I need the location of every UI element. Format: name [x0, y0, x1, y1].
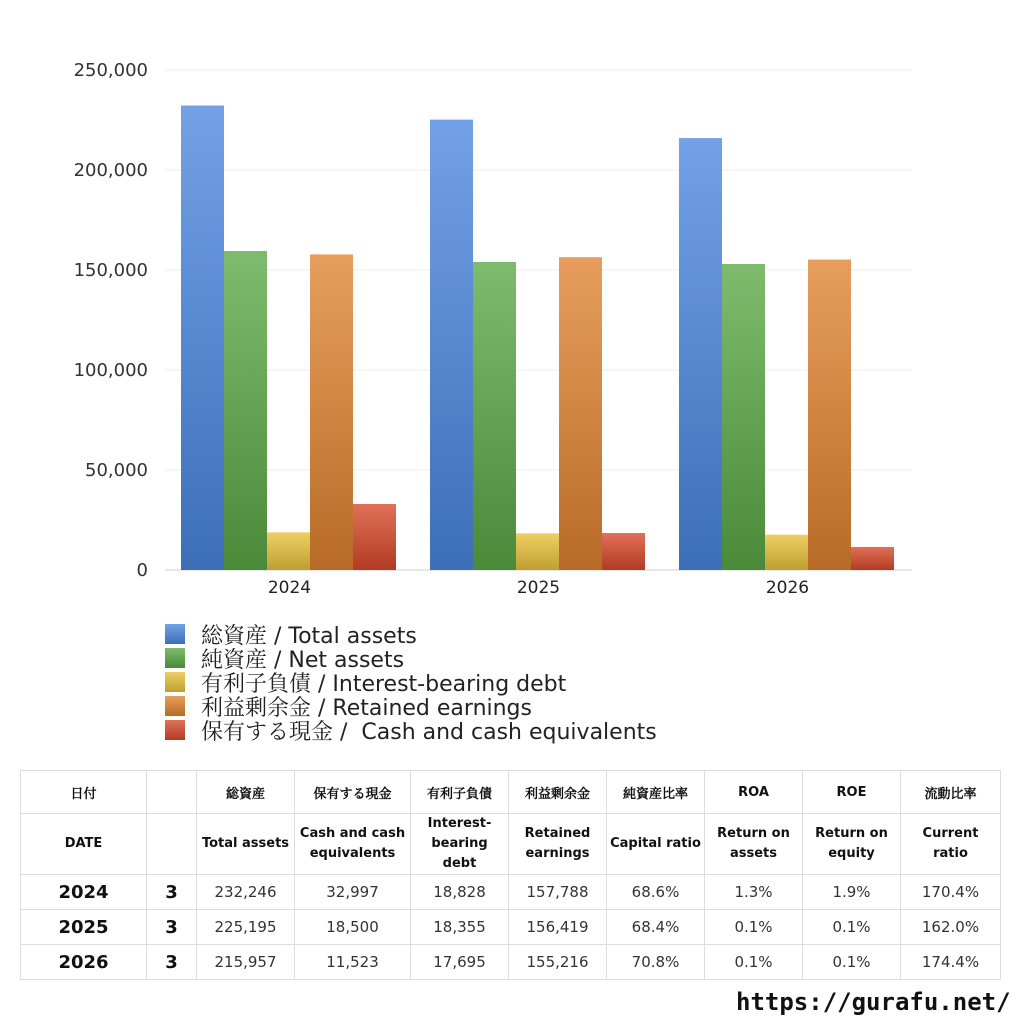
header-cell: Return on assets [705, 814, 803, 875]
header-cell: Current ratio [901, 814, 1001, 875]
table-cell: 1.3% [705, 875, 803, 910]
table-cell: 11,523 [295, 945, 411, 980]
table-cell: 3 [147, 910, 197, 945]
source-url[interactable]: https://gurafu.net/ [736, 988, 1011, 1016]
header-cell: Return on equity [803, 814, 901, 875]
grid-lines [165, 70, 912, 570]
table-row [21, 910, 1001, 945]
legend-swatch [165, 624, 185, 644]
header-cell: 純資産比率 [607, 771, 705, 814]
header-cell [147, 814, 197, 875]
legend-label: 純資産 / Net assets [201, 647, 405, 673]
x-tick-label: 2024 [267, 578, 312, 598]
header-cell: Capital ratio [607, 814, 705, 875]
table-cell: 1.9% [803, 875, 901, 910]
legend-swatch [165, 720, 185, 740]
y-tick-label: 100,000 [73, 360, 148, 381]
legend-swatch [165, 672, 185, 692]
table-cell: 215,957 [197, 945, 295, 980]
legend-label: 有利子負債 / Interest-bearing debt [201, 671, 567, 697]
header-cell: 総資産 [197, 771, 295, 814]
table-cell: 70.8% [607, 945, 705, 980]
header-cell [147, 771, 197, 814]
x-tick-label: 2026 [765, 578, 810, 598]
bar-2024-series-0 [181, 106, 224, 570]
table-row [21, 945, 1001, 980]
y-tick-label: 200,000 [73, 160, 148, 181]
bar-2025-series-1 [473, 262, 516, 570]
table-cell: 174.4% [901, 945, 1001, 980]
legend-label: 利益剰余金 / Retained earnings [201, 695, 532, 721]
bar-2025-series-4 [602, 533, 645, 570]
table-cell: 3 [147, 875, 197, 910]
x-axis-tick-labels [268, 578, 809, 598]
y-axis-tick-labels [74, 60, 148, 581]
table-cell: 68.4% [607, 910, 705, 945]
table-cell: 18,828 [411, 875, 509, 910]
table-cell: 0.1% [803, 910, 901, 945]
bar-2026-series-3 [808, 260, 851, 570]
bars [181, 106, 894, 570]
table-cell: 157,788 [509, 875, 607, 910]
y-tick-label: 50,000 [85, 460, 148, 481]
table-cell: 2024 [21, 875, 147, 910]
legend [165, 622, 657, 745]
table-cell: 17,695 [411, 945, 509, 980]
table-cell: 68.6% [607, 875, 705, 910]
header-cell: Interest-bearing debt [411, 814, 509, 875]
header-cell: DATE [21, 814, 147, 875]
header-cell: 利益剰余金 [509, 771, 607, 814]
bar-2024-series-4 [353, 504, 396, 570]
bar-2026-series-4 [851, 547, 894, 570]
table-cell: 2025 [21, 910, 147, 945]
table-cell: 3 [147, 945, 197, 980]
bar-2026-series-0 [679, 138, 722, 570]
header-cell: 有利子負債 [411, 771, 509, 814]
legend-label: 保有する現金 / Cash and cash equivalents [201, 719, 657, 745]
table-cell: 225,195 [197, 910, 295, 945]
header-cell: Total assets [197, 814, 295, 875]
table-cell: 0.1% [803, 945, 901, 980]
header-cell: Cash and cash equivalents [295, 814, 411, 875]
table-header-japanese [21, 771, 1001, 814]
header-cell: 日付 [21, 771, 147, 814]
table-cell: 32,997 [295, 875, 411, 910]
legend-swatch [165, 696, 185, 716]
bar-2025-series-2 [516, 533, 559, 570]
y-tick-label: 0 [136, 560, 148, 581]
header-cell: ROA [705, 771, 803, 814]
header-cell: 保有する現金 [295, 771, 411, 814]
legend-swatch [165, 648, 185, 668]
x-tick-label: 2025 [516, 578, 561, 598]
table-cell: 232,246 [197, 875, 295, 910]
bar-2024-series-1 [224, 251, 267, 570]
header-cell: Retained earnings [509, 814, 607, 875]
table-cell: 156,419 [509, 910, 607, 945]
bar-2026-series-2 [765, 535, 808, 570]
bar-2024-series-2 [267, 532, 310, 570]
table-cell: 18,355 [411, 910, 509, 945]
table-cell: 0.1% [705, 910, 803, 945]
bar-2024-series-3 [310, 254, 353, 570]
bar-2025-series-3 [559, 257, 602, 570]
header-cell: ROE [803, 771, 901, 814]
table-cell: 170.4% [901, 875, 1001, 910]
header-cell: 流動比率 [901, 771, 1001, 814]
y-tick-label: 150,000 [73, 260, 148, 281]
table-cell: 0.1% [705, 945, 803, 980]
legend-item [165, 718, 657, 745]
table-header-english [21, 814, 1001, 875]
bar-2026-series-1 [722, 264, 765, 570]
table-cell: 155,216 [509, 945, 607, 980]
table-cell: 2026 [21, 945, 147, 980]
table-body [21, 875, 1001, 980]
financial-metrics-table [20, 770, 1001, 980]
y-tick-label: 250,000 [73, 60, 148, 81]
table-cell: 18,500 [295, 910, 411, 945]
table-row [21, 875, 1001, 910]
legend-label: 総資産 / Total assets [201, 623, 417, 649]
bar-2025-series-0 [430, 120, 473, 570]
table-cell: 162.0% [901, 910, 1001, 945]
